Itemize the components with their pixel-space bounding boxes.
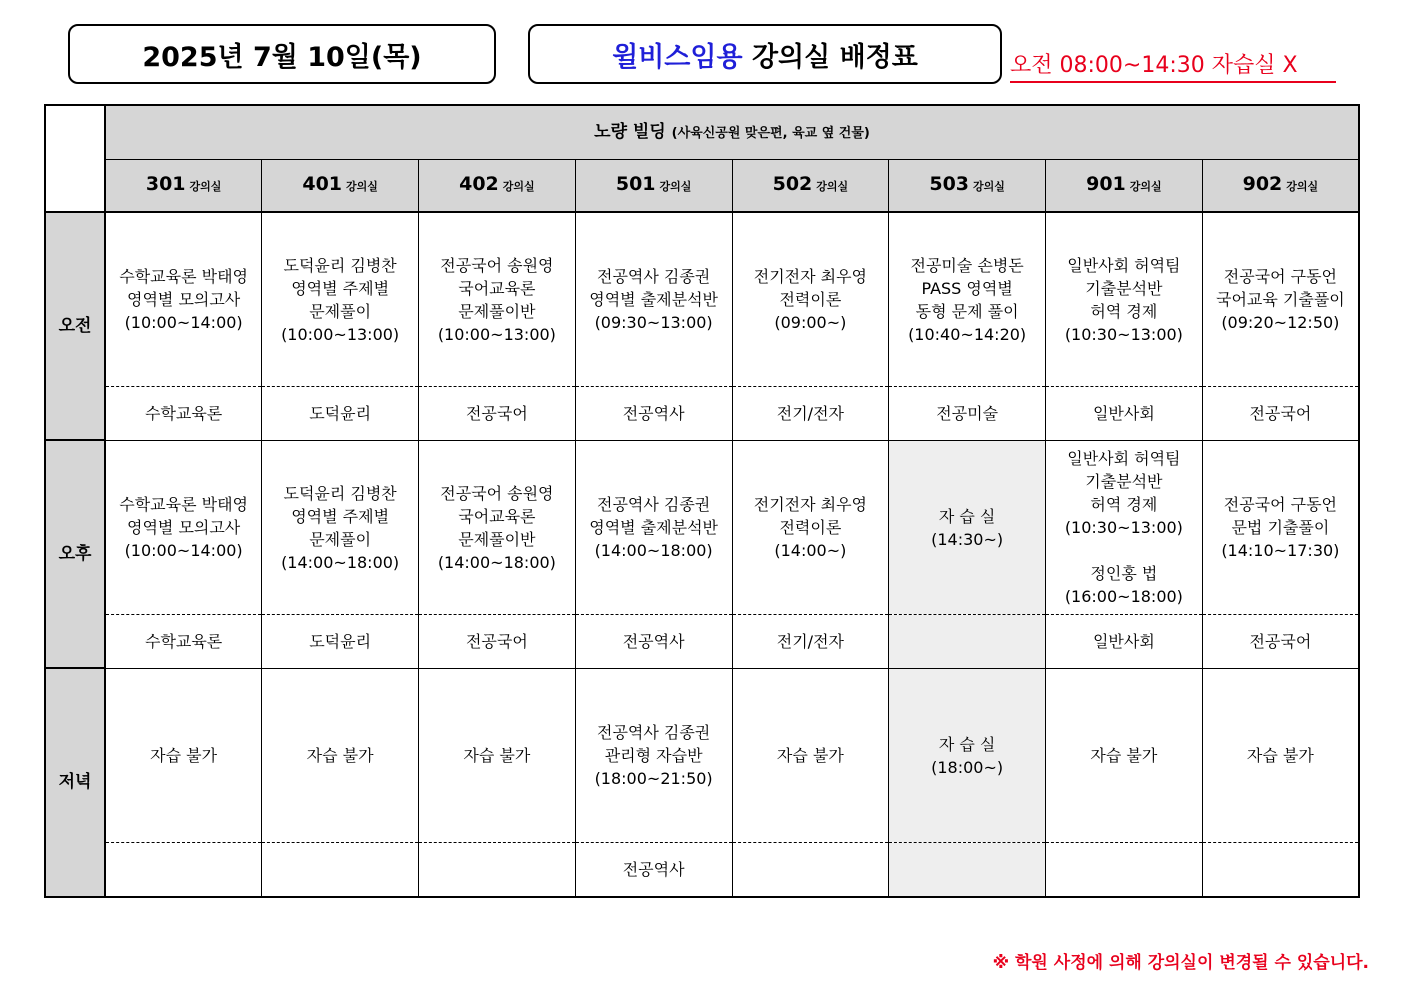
subject-cell: 전공미술	[889, 387, 1046, 440]
class-line: 자습 불가	[463, 746, 531, 766]
subject-cell: 전공국어	[1202, 615, 1359, 668]
class-line: 전기전자 최우영	[753, 267, 868, 287]
building-header-row	[45, 105, 1359, 160]
class-cell	[105, 212, 262, 387]
class-line: (16:00~18:00)	[1064, 587, 1183, 607]
class-line: 영역별 모의고사	[126, 290, 241, 310]
period-row	[45, 212, 1359, 387]
class-line: 문제풀이반	[458, 529, 536, 549]
building-header	[105, 105, 1359, 160]
building-name: 노량 빌딩	[594, 121, 666, 142]
class-line: (09:30~13:00)	[594, 313, 713, 333]
room-header	[732, 160, 889, 212]
subject-cell: 전공역사	[575, 387, 732, 440]
class-cell	[105, 668, 262, 843]
class-line: (10:00~14:00)	[124, 541, 243, 561]
class-line: (18:00~21:50)	[594, 769, 713, 789]
class-line: 국어교육론	[458, 506, 536, 526]
class-line: (09:00~)	[774, 313, 847, 333]
class-line: 자습 불가	[776, 746, 844, 766]
room-suffix: 강의실	[659, 180, 692, 194]
class-line: 자습 불가	[1090, 746, 1158, 766]
title-text: 강의실 배정표	[751, 41, 918, 73]
room-header	[889, 160, 1046, 212]
class-line: (14:30~)	[931, 529, 1004, 549]
class-line: 전공국어 송원영	[440, 255, 554, 275]
class-cell	[262, 212, 419, 387]
subject-cell: 전기/전자	[732, 387, 889, 440]
class-line: 전공국어 구동언	[1223, 495, 1338, 515]
class-cell	[1046, 440, 1203, 615]
class-line: (10:00~14:00)	[124, 313, 243, 333]
class-line: 자 습 실	[938, 734, 996, 754]
corner-cell	[45, 105, 105, 212]
subject-cell	[889, 615, 1046, 668]
class-line: (10:30~13:00)	[1064, 518, 1183, 538]
period-label: 오전	[45, 212, 105, 441]
class-line: 전공역사 김종권	[596, 723, 711, 743]
class-line: 자 습 실	[938, 506, 996, 526]
class-cell	[1046, 668, 1203, 843]
class-line: 문제풀이	[309, 529, 372, 549]
class-line: (10:00~13:00)	[281, 324, 400, 344]
subject-row	[45, 843, 1359, 897]
room-suffix: 강의실	[1129, 180, 1162, 194]
class-line: 영역별 모의고사	[126, 518, 241, 538]
class-cell	[1046, 212, 1203, 387]
room-number: 502	[772, 173, 813, 196]
class-line: (10:30~13:00)	[1064, 324, 1183, 344]
class-line: 문법 기출풀이	[1231, 518, 1330, 538]
class-line: (09:20~12:50)	[1221, 313, 1340, 333]
period-row	[45, 440, 1359, 615]
class-line: (10:40~14:20)	[908, 324, 1027, 344]
class-line: 문제풀이반	[458, 301, 536, 321]
class-line: 도덕윤리 김병찬	[283, 483, 397, 503]
class-cell	[575, 212, 732, 387]
subject-cell: 전공역사	[575, 843, 732, 897]
subject-cell: 전공국어	[419, 387, 576, 440]
building-desc: (사육신공원 맞은편, 육교 옆 건물)	[671, 125, 870, 141]
class-line: (14:10~17:30)	[1221, 541, 1340, 561]
subject-cell: 일반사회	[1046, 387, 1203, 440]
title-box	[528, 24, 1002, 84]
class-cell	[419, 668, 576, 843]
class-cell	[732, 668, 889, 843]
room-header-row	[45, 160, 1359, 212]
subject-cell	[1202, 843, 1359, 897]
subject-cell	[262, 843, 419, 897]
class-line: 전력이론	[779, 518, 842, 538]
class-cell	[419, 212, 576, 387]
class-cell	[1202, 212, 1359, 387]
class-cell	[419, 440, 576, 615]
class-line: (18:00~)	[931, 757, 1004, 777]
class-line: (14:00~18:00)	[594, 541, 713, 561]
class-line: (10:00~13:00)	[437, 324, 556, 344]
class-line: (14:00~)	[774, 541, 847, 561]
class-cell	[732, 212, 889, 387]
class-line: 기출분석반	[1085, 472, 1163, 492]
class-cell	[889, 440, 1046, 615]
class-line: 자습 불가	[150, 746, 218, 766]
class-cell	[262, 440, 419, 615]
morning-notice: 오전 08:00~14:30 자습실 X	[1010, 48, 1336, 83]
room-header	[419, 160, 576, 212]
class-line: 전기전자 최우영	[753, 495, 868, 515]
class-line: 수학교육론 박태영	[119, 495, 248, 515]
class-line: 허역 경제	[1090, 495, 1158, 515]
class-line: 전공미술 손병돈	[910, 255, 1024, 275]
class-line: 도덕윤리 김병찬	[283, 255, 397, 275]
class-line: 영역별 출제분석반	[589, 290, 718, 310]
class-line: (14:00~18:00)	[437, 552, 556, 572]
class-cell	[1202, 440, 1359, 615]
class-line: 영역별 주제별	[291, 278, 390, 298]
footer-note: ※ 학원 사정에 의해 강의실이 변경될 수 있습니다.	[992, 953, 1369, 973]
room-number: 902	[1242, 173, 1283, 196]
class-line: 자습 불가	[1246, 746, 1314, 766]
subject-cell	[1046, 843, 1203, 897]
class-line: 기출분석반	[1085, 278, 1163, 298]
room-suffix: 강의실	[502, 180, 535, 194]
class-cell	[105, 440, 262, 615]
title-brand: 윌비스임용	[612, 41, 743, 73]
class-line: 국어교육 기출풀이	[1216, 290, 1345, 310]
subject-cell: 도덕윤리	[262, 387, 419, 440]
subject-cell: 전공국어	[419, 615, 576, 668]
class-line: 정인홍 법	[1090, 564, 1158, 584]
class-line: 동형 문제 풀이	[915, 301, 1019, 321]
subject-cell	[732, 843, 889, 897]
class-line: 국어교육론	[458, 278, 536, 298]
class-cell	[732, 440, 889, 615]
period-row	[45, 668, 1359, 843]
room-suffix: 강의실	[973, 180, 1005, 194]
period-label: 저녁	[45, 668, 105, 897]
subject-cell: 수학교육론	[105, 615, 262, 668]
class-cell	[262, 668, 419, 843]
class-line: PASS 영역별	[921, 278, 1013, 298]
date-box	[68, 24, 496, 84]
class-line: 수학교육론 박태영	[119, 267, 248, 287]
class-cell	[1202, 668, 1359, 843]
period-label: 오후	[45, 440, 105, 668]
class-line: 영역별 주제별	[291, 506, 390, 526]
room-header	[262, 160, 419, 212]
class-cell	[889, 212, 1046, 387]
class-line: 일반사회 허역팀	[1067, 449, 1181, 469]
class-line: 허역 경제	[1090, 301, 1158, 321]
room-header	[1202, 160, 1359, 212]
room-header	[1046, 160, 1203, 212]
subject-cell: 일반사회	[1046, 615, 1203, 668]
class-line: 전공역사 김종권	[596, 267, 711, 287]
schedule-table	[44, 104, 1360, 898]
class-line: 전공국어 구동언	[1223, 267, 1338, 287]
class-cell	[575, 440, 732, 615]
room-number: 901	[1086, 173, 1126, 196]
subject-cell: 도덕윤리	[262, 615, 419, 668]
date-label: 2025년 7월 10일(목)	[142, 41, 422, 73]
class-line: 문제풀이	[309, 301, 372, 321]
room-suffix: 강의실	[1286, 180, 1319, 194]
class-line: 일반사회 허역팀	[1067, 255, 1181, 275]
room-number: 401	[302, 173, 343, 196]
subject-cell: 전기/전자	[732, 615, 889, 668]
subject-cell	[105, 843, 262, 897]
subject-cell: 수학교육론	[105, 387, 262, 440]
room-suffix: 강의실	[189, 180, 222, 194]
room-number: 402	[459, 173, 499, 196]
room-number: 301	[145, 173, 186, 196]
class-line: 자습 불가	[306, 746, 374, 766]
subject-row	[45, 387, 1359, 440]
room-header	[575, 160, 732, 212]
class-line: 전공국어 송원영	[440, 483, 554, 503]
class-line: (14:00~18:00)	[281, 552, 400, 572]
class-line: 영역별 출제분석반	[589, 518, 718, 538]
class-line: 전공역사 김종권	[596, 495, 711, 515]
class-line	[1048, 539, 1200, 562]
subject-cell	[889, 843, 1046, 897]
subject-cell: 전공역사	[575, 615, 732, 668]
class-cell	[889, 668, 1046, 843]
room-number: 503	[929, 173, 970, 196]
subject-row	[45, 615, 1359, 668]
class-line: 전력이론	[779, 290, 842, 310]
class-line: 관리형 자습반	[604, 746, 703, 766]
room-number: 501	[615, 173, 656, 196]
subject-cell	[419, 843, 576, 897]
room-header	[105, 160, 262, 212]
class-cell	[575, 668, 732, 843]
subject-cell: 전공국어	[1202, 387, 1359, 440]
room-suffix: 강의실	[346, 180, 378, 194]
room-suffix: 강의실	[816, 180, 849, 194]
